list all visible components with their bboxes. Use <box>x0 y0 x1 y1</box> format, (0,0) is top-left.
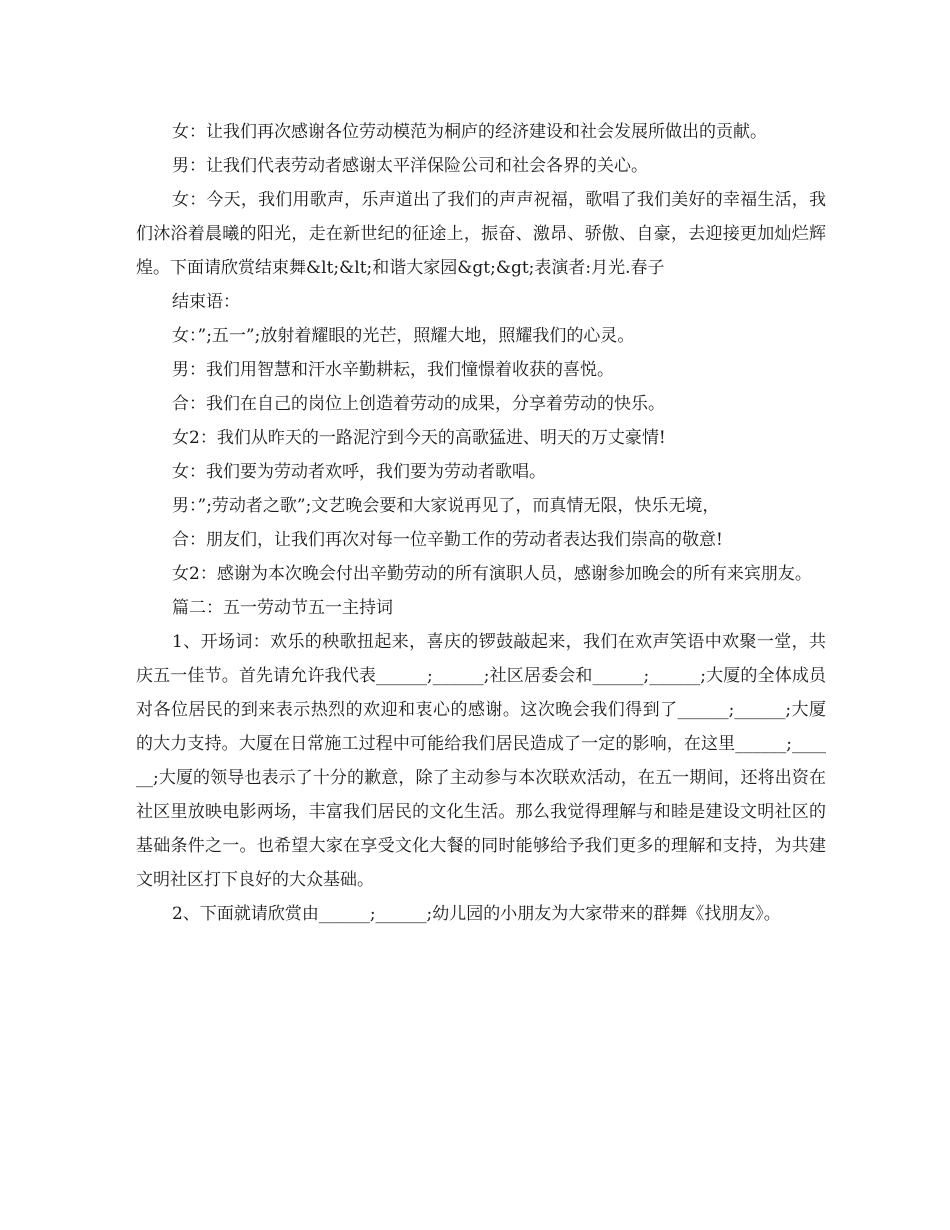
document-body <box>136 115 826 931</box>
paragraph: 2、下面就请欣赏由______;______;幼儿园的小朋友为大家带来的群舞《找朋友》。 <box>172 904 781 924</box>
paragraph: 男：让我们代表劳动者感谢太平洋保险公司和社会各界的关心。 <box>172 156 648 176</box>
paragraph: 女2：我们从昨天的一路泥泞到今天的高歌猛进、明天的万丈豪情! <box>172 428 666 448</box>
paragraph: 合：我们在自己的岗位上创造着劳动的成果，分享着劳动的快乐。 <box>172 394 665 414</box>
paragraph: 1、开场词：欢乐的秧歌扭起来，喜庆的锣鼓敲起来，我们在欢声笑语中欢聚一堂，共庆五一佳节。首先请允许我代表______;______;社区居委会和______;______;大厦的全体成员对各位居民的到来表示热烈的欢迎和衷心的感谢。这次晚会我们得到了______;______;大厦的大力支持。大厦在日常施工过程中可能给我们居民造成了一定的影响，在这里______;______;大厦的领导也表示了十分的歉意，除了主动参与本次联欢活动，在五一期间，还将出资在社区里放映电影两场，丰富我们居民的文化生活。那么我觉得理解与和睦是建设文明社区的基础条件之一。也希望大家在享受文化大餐的同时能够给予我们更多的理解和支持，为共建文明社区打下良好的大众基础。 <box>136 632 826 890</box>
paragraph: 女：让我们再次感谢各位劳动模范为桐庐的经济建设和社会发展所做出的贡献。 <box>172 122 767 142</box>
paragraph: 女：今天，我们用歌声，乐声道出了我们的声声祝福，歌唱了我们美好的幸福生活，我们沐浴着晨曦的阳光，走在新世纪的征途上，振奋、激昂、骄傲、自豪，去迎接更加灿烂辉煌。下面请欣赏结束舞&lt;&lt;和谐大家园&gt;&gt;表演者:月光.春子 <box>136 190 826 278</box>
section-heading: 结束语： <box>172 292 240 312</box>
paragraph: 女：我们要为劳动者欢呼，我们要为劳动者歌唱。 <box>172 462 546 482</box>
paragraph: 男：”;劳动者之歌”;文艺晚会要和大家说再见了，而真情无限，快乐无境， <box>172 496 720 516</box>
paragraph: 女2：感谢为本次晚会付出辛勤劳动的所有演职人员，感谢参加晚会的所有来宾朋友。 <box>172 564 812 584</box>
paragraph: 女：”;五一”;放射着耀眼的光芒，照耀大地，照耀我们的心灵。 <box>172 326 635 346</box>
section-heading: 篇二：五一劳动节五一主持词 <box>172 598 393 618</box>
paragraph: 合：朋友们，让我们再次对每一位辛勤工作的劳动者表达我们崇高的敬意! <box>172 530 723 550</box>
paragraph: 男：我们用智慧和汗水辛勤耕耘，我们憧憬着收获的喜悦。 <box>172 360 614 380</box>
